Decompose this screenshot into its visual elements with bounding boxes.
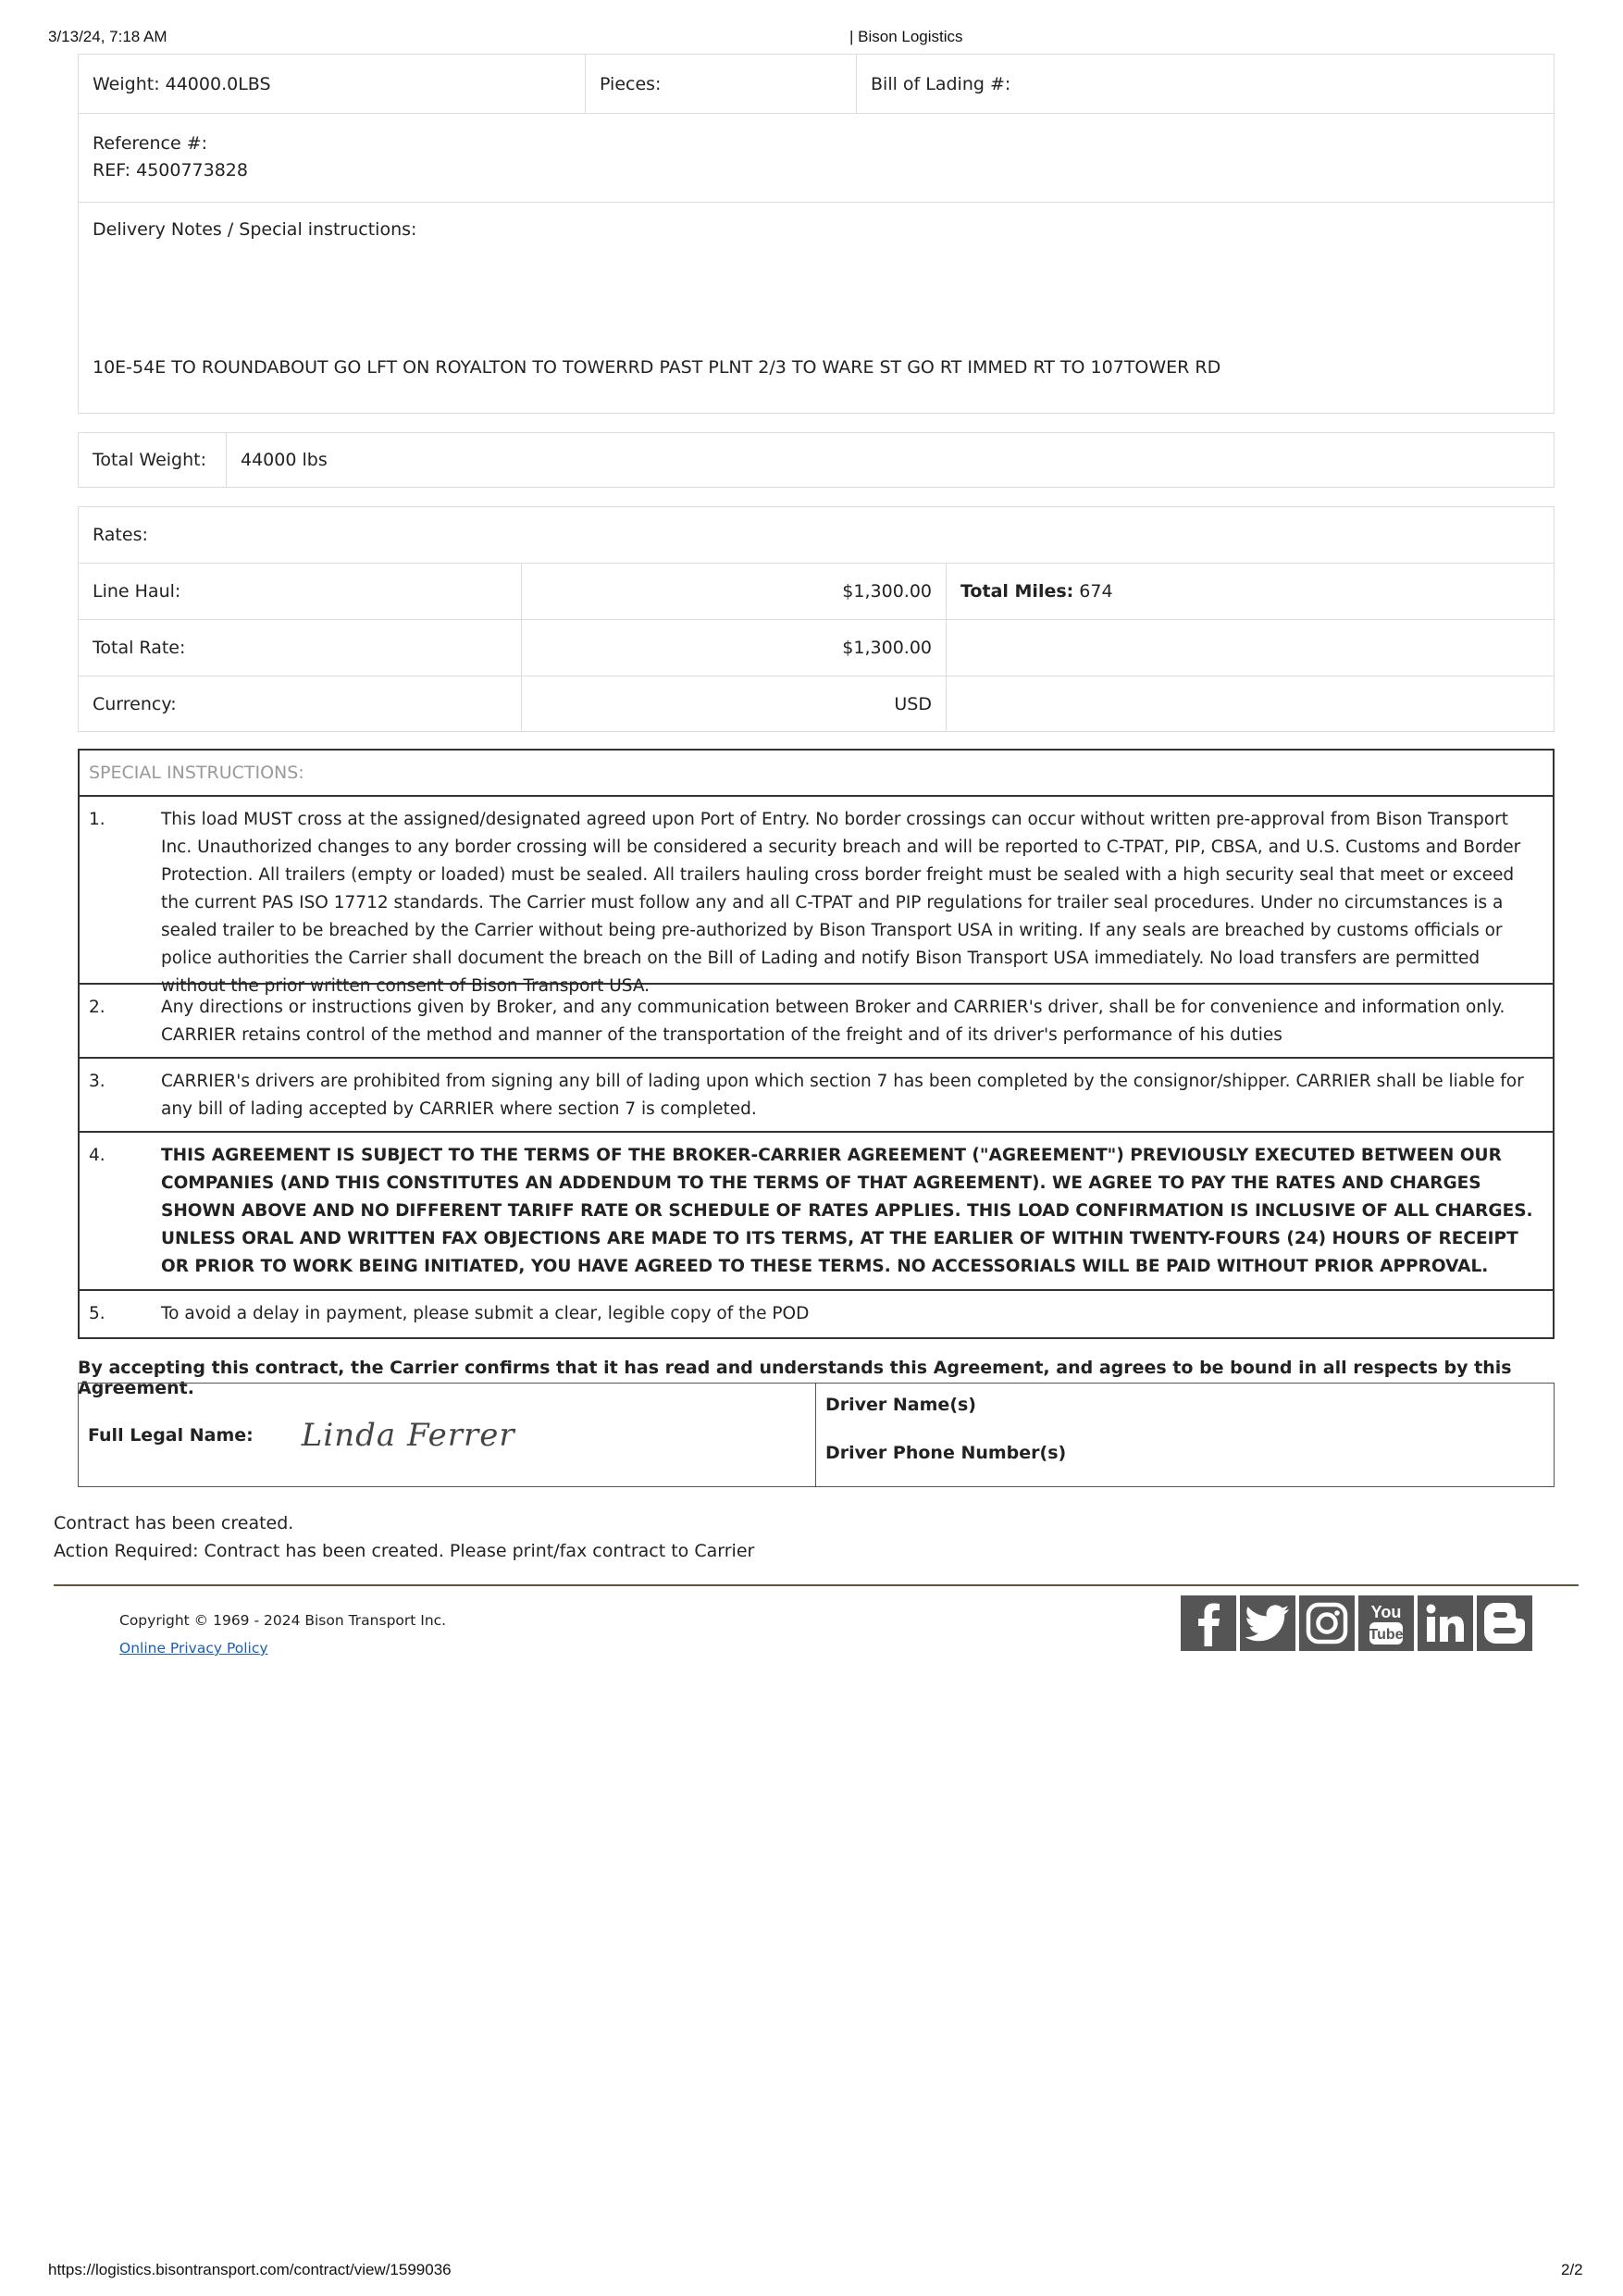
delivery-notes-value: 10E-54E TO ROUNDABOUT GO LFT ON ROYALTON TO TOWERRD PAST PLNT 2/3 TO WARE ST GO RT IMMED RT TO 107TOWER RD [93,357,1221,378]
facebook-icon[interactable] [1181,1595,1236,1651]
full-legal-name-label: Full Legal Name: [88,1424,254,1446]
footer-divider [54,1584,1579,1586]
driver-name-label: Driver Name(s) [825,1395,976,1415]
instruction-item [80,1059,1553,1133]
instruction-text: This load MUST cross at the assigned/designated agreed upon Port of Entry. No border crossings can occur without written pre-approval from Bison Transport Inc. Unauthorized changes to any border crossing will be considered a security breach and will be reported to C-TPAT, PIP, CBSA, and U.S. Customs and Border Protection. All trailers (empty or loaded) must be sealed. All trailers hauling cross border freight must be sealed with a high security seal that meet or exceed the current PAS ISO 17712 standards. The Carrier must follow any and all C-TPAT and PIP regulations for trailer seal procedures. Under no circumstances is a sealed trailer to be breached by the Carrier without being pre-authorized by Bison Transport USA in writing. If any seals are breached by customs officials or police authorities the Carrier shall document the breach on the Bill of Lading and notify Bison Transport USA immediately. No load transfers are permitted without the prior written consent of Bison Transport USA. [161,810,1521,996]
instruction-item [80,1133,1553,1291]
instruction-number: 5. [89,1304,105,1323]
rates-header: Rates: [93,525,148,545]
pieces-field: Pieces: [586,55,857,113]
total-weight-row [78,432,1555,488]
total-miles [947,564,1554,619]
currency-value: USD [522,676,947,731]
print-page-number: 2/2 [1561,2261,1583,2278]
social-links [1181,1595,1532,1651]
instruction-item [80,1291,1553,1337]
total-weight-label: Total Weight: [79,433,227,487]
instruction-number: 4. [89,1146,105,1165]
copyright: Copyright © 1969 - 2024 Bison Transport Inc. [119,1612,447,1629]
svg-text:You: You [1370,1603,1402,1621]
print-url: https://logistics.bisontransport.com/contract/view/1599036 [48,2261,452,2278]
print-title: | Bison Logistics [849,28,963,45]
instruction-text: CARRIER's drivers are prohibited from signing any bill of lading upon which section 7 has been completed by the consignor/shipper. CARRIER shall be liable for any bill of lading accepted by CARRIER where section 7 is completed. [161,1072,1524,1119]
privacy-policy-link[interactable]: Online Privacy Policy [119,1640,268,1657]
line-haul-label: Line Haul: [79,564,522,619]
line-haul-value: $1,300.00 [522,564,947,619]
instruction-number: 2. [89,998,105,1017]
instruction-number: 1. [89,810,105,829]
special-instructions-header: SPECIAL INSTRUCTIONS: [80,751,1553,797]
instruction-number: 3. [89,1072,105,1091]
total-miles-value: 674 [1079,581,1113,602]
instruction-text: To avoid a delay in payment, please submit a clear, legible copy of the POD [161,1304,810,1323]
instruction-item [80,985,1553,1059]
reference-label: Reference #: [93,133,208,154]
total-rate-label: Total Rate: [79,620,522,676]
total-weight-value: 44000 lbs [241,450,328,470]
shipment-details [78,54,1555,414]
acceptance-statement: By accepting this contract, the Carrier confirms that it has read and understands this Agreement, and agrees to be bound in all respects by this Agreement. [78,1358,1512,1398]
signature: Linda Ferrer [301,1416,515,1454]
signature-table [78,1383,1555,1487]
youtube-icon[interactable] [1358,1595,1414,1651]
print-datetime: 3/13/24, 7:18 AM [48,28,167,45]
bill-of-lading-field: Bill of Lading #: [871,73,1011,94]
driver-phone-label: Driver Phone Number(s) [825,1443,1067,1463]
linkedin-icon[interactable] [1418,1595,1473,1651]
empty-cell [947,620,1554,676]
twitter-icon[interactable] [1240,1595,1295,1651]
blogger-icon[interactable] [1477,1595,1532,1651]
rates-table [78,506,1555,732]
svg-text:Tube: Tube [1369,1627,1404,1643]
action-required-message: Action Required: Contract has been created. Please print/fax contract to Carrier [54,1541,755,1561]
weight-field: Weight: 44000.0LBS [79,55,586,113]
full-legal-name-cell [79,1384,816,1486]
instruction-text: THIS AGREEMENT IS SUBJECT TO THE TERMS OF THE BROKER-CARRIER AGREEMENT ("AGREEMENT") PREVIOUSLY EXECUTED BETWEEN OUR COMPANIES (AND THIS CONSTITUTES AN ADDENDUM TO THE TERMS OF THAT AGREEMENT). WE AGREE TO PAY THE RATES AND CHARGES SHOWN ABOVE AND NO DIFFERENT TARIFF RATE OR SCHEDULE OF RATES APPLIES. THIS LOAD CONFIRMATION IS INCLUSIVE OF ALL CHARGES. UNLESS ORAL AND WRITTEN FAX OBJECTIONS ARE MADE TO ITS TERMS, AT THE EARLIER OF WITHIN TWENTY-FOURS (24) HOURS OF RECEIPT OR PRIOR TO WORK BEING INITIATED, YOU HAVE AGREED TO THESE TERMS. NO ACCESSORIALS WILL BE PAID WITHOUT PRIOR APPROVAL. [161,1146,1533,1276]
currency-label: Currency: [79,676,522,731]
delivery-notes-label: Delivery Notes / Special instructions: [93,219,417,240]
status-message: Contract has been created. [54,1513,294,1533]
instruction-item [80,797,1553,996]
instruction-text: Any directions or instructions given by Broker, and any communication between Broker and CARRIER's driver, shall be for convenience and information only. CARRIER retains control of the method and manner of the transportation of the freight and of its driver's performance of his duties [161,998,1505,1045]
driver-info-cell [816,1384,1554,1486]
reference-value: REF: 4500773828 [93,160,248,180]
instagram-icon[interactable] [1299,1595,1355,1651]
special-instructions [78,749,1555,1339]
empty-cell [947,676,1554,731]
total-rate-value: $1,300.00 [522,620,947,676]
total-miles-label: Total Miles: [960,581,1074,602]
